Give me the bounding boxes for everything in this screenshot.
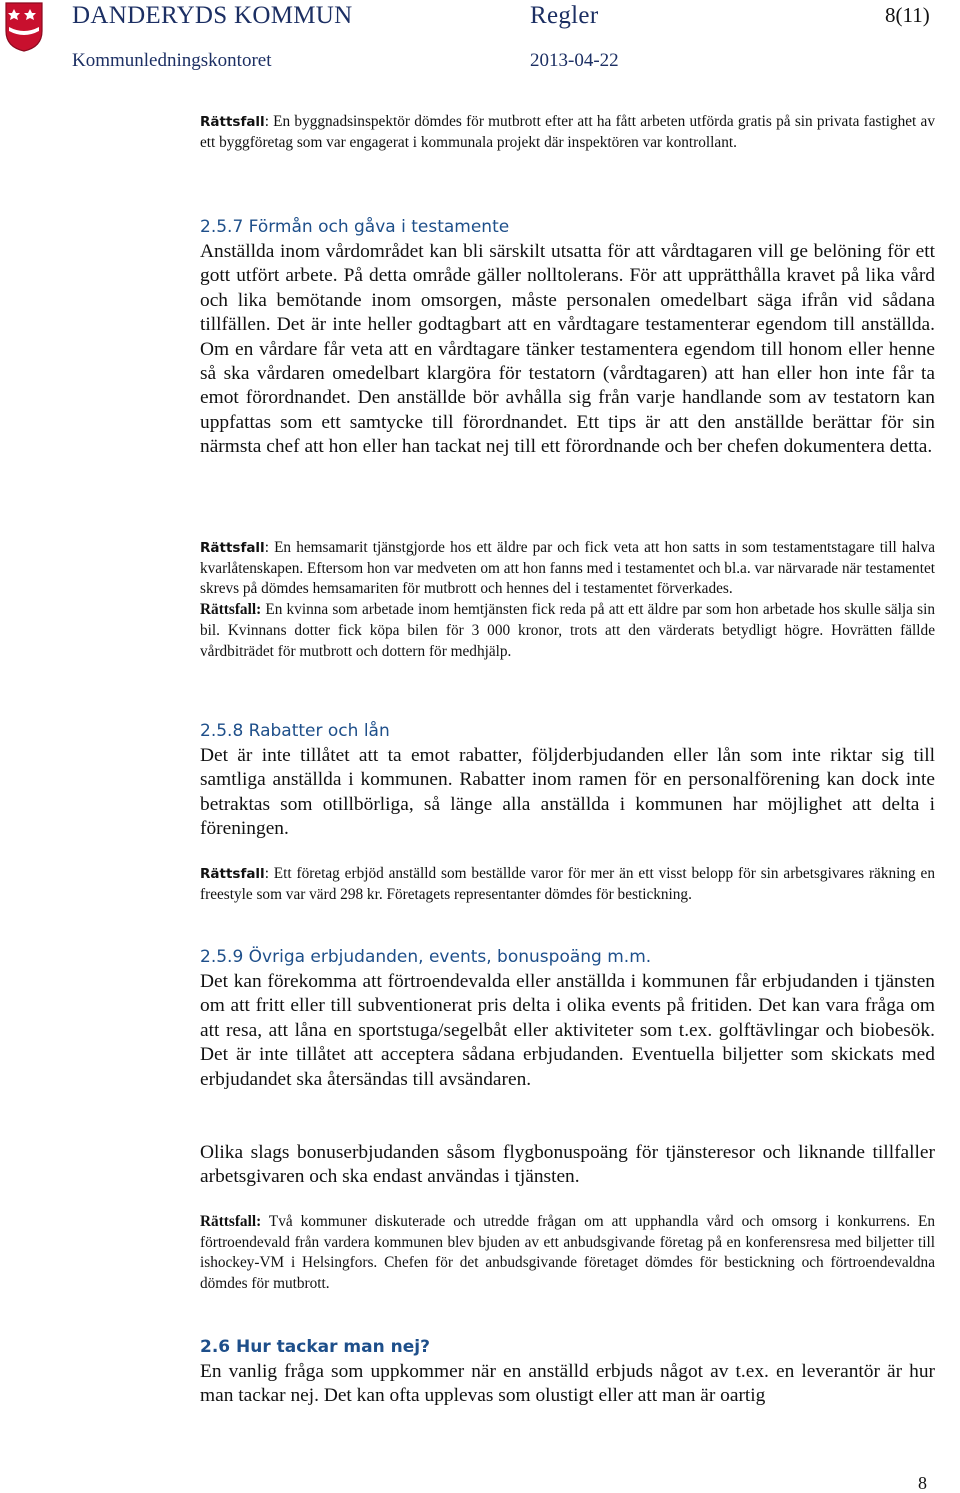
danderyd-crest-icon (4, 1, 44, 53)
case-text: En kvinna som arbetade inom hemtjänsten fick reda på att ett äldre par som hon arbetade hos skulle sälja sin bil. Kvinnans dotter fick köpa bilen för 3 000 kronor, trots att den värderats betydligt högre. Hovrätten fällde vårdbiträdet för mutbrott och dottern för medhjälp. (200, 601, 935, 660)
section-heading-2-5-7: 2.5.7 Förmån och gåva i testamente (200, 217, 510, 237)
header-page: 8(11) (885, 3, 930, 27)
section-text-2-5-8: Det är inte tillåtet att ta emot rabatter, följderbjudanden eller lån som inte riktar sig till samtliga anställda i kommunen. Rabatter inom ramen för en personalförening kan dock inte betraktas som otillbörliga, så länge alla anställda i kommunen har möjlighet att delta i föreningen. (200, 745, 935, 840)
case-text: : En hemsamarit tjänstgjorde hos ett äldre par och fick veta att hon satts in som testamentstagare till halva kvarlåtenskapen. Eftersom hon var medveten om att hon fanns med i testamentet och bl.a. var närvarade när testamentet skrevs på dömdes hemsamariten för mutbrott och hennes del i testamentet förverkades. (200, 539, 935, 598)
section-text-2-6: En vanlig fråga som uppkommer när en anställd erbjuds något av t.ex. en leverantör är hur man tackar nej. Det kan ofta upplevas som olustigt eller att man är oartig (200, 1361, 935, 1407)
case-block-2 (200, 538, 935, 662)
header-doc-type: Regler (530, 2, 599, 29)
section-text-2-5-9-b: Olika slags bonuserbjudanden såsom flygbonuspoäng för tjänsteresor och liknande tillfaller arbetsgivaren och ska endast användas i tjänsten. (200, 1142, 935, 1188)
case-text: : En byggnadsinspektör dömdes för mutbrott efter att ha fått arbeten utförda gratis på sin privata fastighet av ett byggföretag som var engagerat i kommunala projekt där inspektören var kontrollant. (200, 113, 935, 151)
section-text-2-5-9: Det kan förekomma att förtroendevalda eller anställda i kommunen får erbjudanden i tjänsten om att fritt eller till subventionerat pris delta i olika events på fritiden. Det kan vara fråga om att resa, att låna en sportstuga/segelbåt eller aktiviteter som t.ex. golftävlingar och biobesök. Det är inte tillåtet att acceptera sådana erbjudanden. Eventuella biljetter som skickats med erbjudandet ska återsändas till avsändaren. (200, 971, 935, 1090)
case-block-1 (200, 112, 935, 153)
case-block-5 (200, 1212, 935, 1295)
footer-page-number: 8 (918, 1473, 927, 1493)
section-text-2-5-7: Anställda inom vårdområdet kan bli särskilt utsatta för att vårdtagaren vill ge belöning för ett gott utfört arbete. På detta område gäller nolltolerans. För att upprätthålla kravet på lika vård och lika bemötande inom omsorgen, måste personalen omedelbart säga ifrån vid sådana tillfällen. Det är inte heller godtagbart att en vårdtagare testamenterar egendom till anställda. Om en vårdare får veta att en vårdtagare tänker testamentera egendom till honom eller henne så ska vårdaren omedelbart klargöra för testatorn (vårdtagaren) att han eller hon inte får ta emot förordnandet. Den anställde bör avhålla sig från varje handlande som av testatorn kan uppfattas som ett samtycke till förordnandet. Ett tips är att den anställde berättar för sin närmsta chef att hon eller han tackat nej till ett förordnande och ber chefen dokumentera detta. (200, 241, 935, 458)
case-label: Rättsfall: (200, 1213, 262, 1230)
case-label: Rättsfall: (200, 601, 262, 619)
case-text: : Ett företag erbjöd anställd som beställde varor för mer än ett visst belopp för sin arbetsgivares räkning en freestyle som var värd 298 kr. Företagets representanter dömdes för bestickning. (200, 865, 935, 903)
case-block-4 (200, 864, 935, 905)
section-heading-2-6: 2.6 Hur tackar man nej? (200, 1337, 430, 1357)
case-text: Två kommuner diskuterade och utredde frågan om att upphandla vård och omsorg i konkurrens. En förtroendevald från vardera kommunen blev bjuden av ett anbudsgivande företag på en konferensresa med biljetter till ishockey-VM i Helsingfors. Chefen för det anbudsgivande företaget dömdes för bestickning och förtroendevaldna dömdes för mutbrott. (200, 1213, 935, 1293)
section-heading-2-5-9: 2.5.9 Övriga erbjudanden, events, bonuspoäng m.m. (200, 947, 652, 967)
section-heading-2-5-8: 2.5.8 Rabatter och lån (200, 721, 390, 741)
header-date: 2013-04-22 (530, 50, 619, 71)
header-office: Kommunledningskontoret (72, 50, 272, 71)
header-org: DANDERYDS KOMMUN (72, 2, 353, 29)
case-label: Rättsfall (200, 114, 265, 130)
case-label: Rättsfall (200, 866, 265, 882)
case-label: Rättsfall (200, 540, 265, 556)
